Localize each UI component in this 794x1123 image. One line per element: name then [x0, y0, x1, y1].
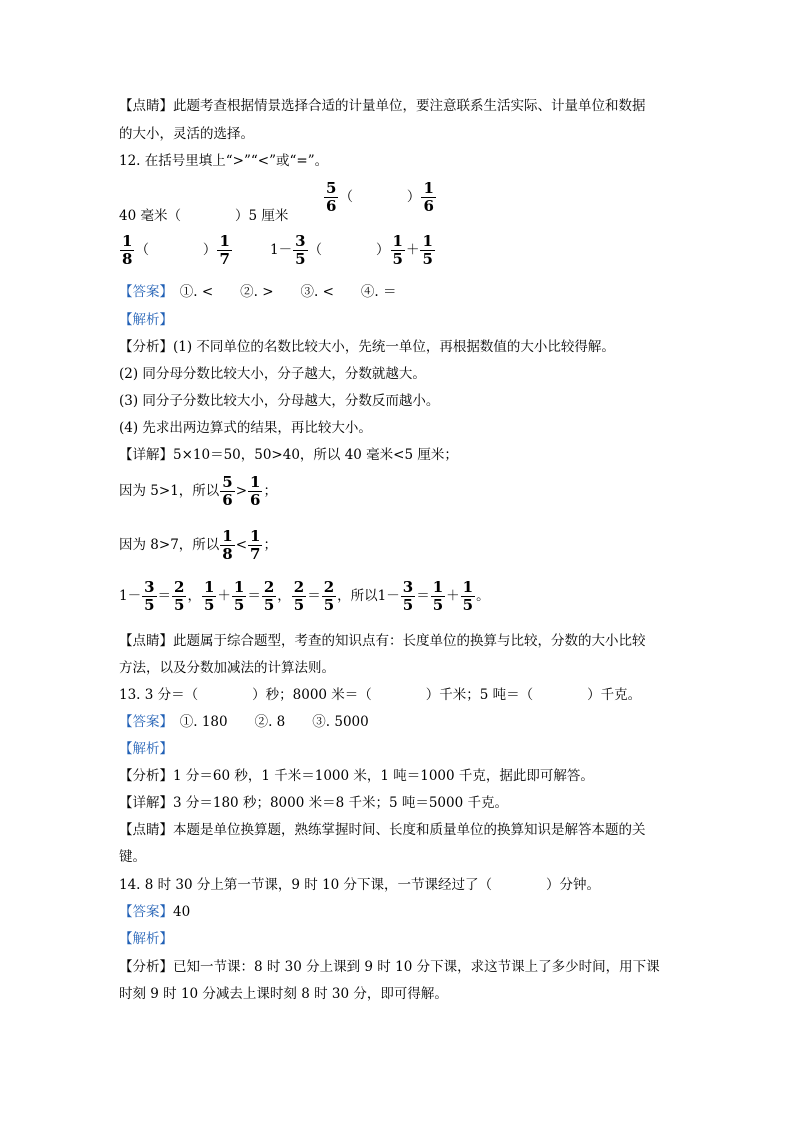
q12-item2: $\frac{5}{6}$ （ ） $\frac{1}{6}$: [326, 179, 434, 215]
q12-dianjing-1: 【点睛】此题属于综合题型，考查的知识点有：长度单位的换算与比较，分数的大小比较: [119, 633, 646, 649]
q12-fenxi-3: (3) 同分子分数比较大小，分母越大，分数反而越小。: [119, 393, 440, 409]
fraction-2-5: $\frac{2}{5}$: [323, 578, 335, 614]
fraction-1-5: $\frac{1}{5}$: [233, 578, 245, 614]
q13-jiexi: 【解析】: [119, 741, 173, 757]
question-14-title: 14. 8 时 30 分上第一节课，9 时 10 分下课，一节课经过了（ ）分钟。: [119, 877, 601, 893]
q13-dianjing-1: 【点睛】本题是单位换算题，熟练掌握时间、长度和质量单位的换算知识是解答本题的关: [119, 822, 646, 838]
fraction-1-8: $\frac{1}{8}$: [222, 527, 233, 563]
fraction-1-6: $\frac{1}{6}$: [423, 179, 434, 215]
q12-xiangjie-4: 1－ $\frac{3}{5}$ ＝ $\frac{2}{5}$ ， $\frac{1}{5}$ ＋ $\frac{1}{5}$ ＝ $\frac{2}{5}$ ， $\frac{2}{5}$ ＝ $\frac{2}{5}$ ，所以1－ $\frac{3}{5}$ ＝ $\frac{1}{5}$ ＋ $\frac{1}{5}$ 。: [119, 578, 490, 614]
dianjing-label: 【点睛】: [119, 98, 173, 114]
q12-xiangjie-2: 因为 5>1，所以 $\frac{5}{6}$ > $\frac{1}{6}$ ；: [119, 473, 277, 509]
q14-fenxi-2: 时刻 9 时 10 分减去上课时刻 8 时 30 分，即可得解。: [119, 986, 448, 1002]
fraction-1-5: $\frac{1}{5}$: [203, 578, 215, 614]
q13-answer: 【答案】 ①. 180 ②. 8 ③. 5000: [119, 714, 369, 730]
fraction-1-5: $\frac{1}{5}$: [392, 232, 403, 268]
fraction-1-8: $\frac{1}{8}$: [122, 232, 133, 268]
fraction-5-6: $\frac{5}{6}$: [326, 179, 337, 215]
q13-dianjing-2: 键。: [119, 849, 146, 865]
fraction-2-5: $\frac{2}{5}$: [263, 578, 275, 614]
dianjing-text: 此题考查根据情景选择合适的计量单位，要注意联系生活实际、计量单位和数据: [173, 98, 646, 114]
fraction-3-5: $\frac{3}{5}$: [144, 578, 155, 614]
dianjing-11-line2: 的大小，灵活的选择。: [119, 126, 254, 142]
q12-jiexi: 【解析】: [119, 312, 173, 328]
fraction-2-5: $\frac{2}{5}$: [174, 578, 185, 614]
q12-fenxi-1: 【分析】(1) 不同单位的名数比较大小，先统一单位，再根据数值的大小比较得解。: [119, 339, 615, 355]
q12-item4: 1－ $\frac{3}{5}$ （ ） $\frac{1}{5}$ ＋ $\frac{1}{5}$: [270, 232, 433, 268]
dianjing-11-line1: [119, 96, 646, 116]
answer-label: 【答案】: [119, 284, 167, 300]
fraction-3-5: $\frac{3}{5}$: [402, 578, 414, 614]
fraction-1-7: $\frac{1}{7}$: [219, 232, 230, 268]
q12-xiangjie-3: 因为 8>7，所以 $\frac{1}{8}$ < $\frac{1}{7}$ ；: [119, 527, 277, 563]
q14-fenxi-1: 【分析】已知一节课：8 时 30 分上课到 9 时 10 分下课，求这节课上了多少时间，用下课: [119, 959, 660, 975]
fraction-1-5: $\frac{1}{5}$: [432, 578, 444, 614]
question-13-title: 13. 3 分＝（ ）秒；8000 米＝（ ）千米；5 吨＝（ ）千克。: [119, 687, 642, 703]
fraction-1-5: $\frac{1}{5}$: [462, 578, 474, 614]
fraction-2-5: $\frac{2}{5}$: [293, 578, 305, 614]
q12-item1: 40 毫米（ ）5 厘米: [119, 208, 289, 224]
fraction-3-5: $\frac{3}{5}$: [295, 232, 306, 268]
q12-fenxi-4: (4) 先求出两边算式的结果，再比较大小。: [119, 420, 372, 436]
q12-fenxi-2: (2) 同分母分数比较大小，分子越大，分数就越大。: [119, 366, 426, 382]
q12-answer: [119, 282, 397, 302]
fraction-1-6: $\frac{1}{6}$: [250, 473, 261, 509]
question-12-title: 12. 在括号里填上“>”“<”或“=”。: [119, 153, 329, 169]
q12-item3: $\frac{1}{8}$ （ ） $\frac{1}{7}$: [122, 232, 230, 268]
fraction-5-6: $\frac{5}{6}$: [222, 473, 233, 509]
q14-jiexi: 【解析】: [119, 931, 173, 947]
q12-dianjing-2: 方法，以及分数加减法的计算法则。: [119, 660, 335, 676]
q14-answer: 【答案】40: [119, 904, 191, 920]
q13-fenxi: 【分析】1 分＝60 秒，1 千米＝1000 米，1 吨＝1000 千克，据此即可解答。: [119, 768, 594, 784]
fraction-1-5: $\frac{1}{5}$: [422, 232, 433, 268]
q12-xiangjie-1: 【详解】5×10＝50，50>40，所以 40 毫米<5 厘米；: [119, 447, 458, 463]
answer-text: ①. < ②. > ③. < ④. ＝: [179, 284, 397, 300]
fraction-1-7: $\frac{1}{7}$: [250, 527, 261, 563]
q13-xiangjie: 【详解】3 分＝180 秒；8000 米＝8 千米；5 吨＝5000 千克。: [119, 795, 508, 811]
